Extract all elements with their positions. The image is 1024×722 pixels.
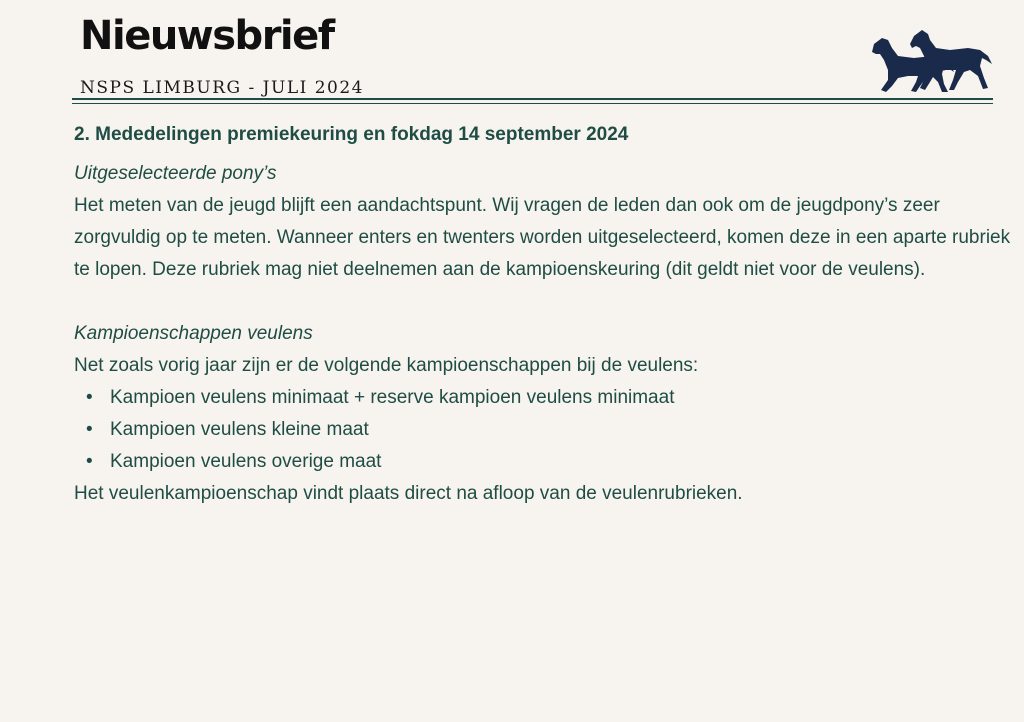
paragraph-intro: Net zoals vorig jaar zijn er de volgende kampioenschappen bij de veulens: — [74, 355, 699, 376]
bullet-icon: • — [86, 387, 93, 408]
header-divider-thick — [72, 98, 993, 100]
paragraph-spacer — [74, 286, 1014, 318]
paragraph-outro: Het veulenkampioenschap vindt plaats direct na afloop van de veulenrubrieken. — [74, 483, 743, 504]
list-item-text: Kampioen veulens overige maat — [110, 451, 382, 472]
list-item — [74, 446, 1014, 478]
championship-list — [74, 382, 1014, 478]
newsletter-subtitle: NSPS LIMBURG - JULI 2024 — [80, 78, 364, 98]
list-item — [74, 414, 1014, 446]
newsletter-title: Nieuwsbrief — [80, 13, 334, 59]
horses-logo-icon — [870, 26, 995, 96]
subheading-foal-championships: Kampioenschappen veulens — [74, 323, 313, 344]
list-item-text: Kampioen veulens minimaat + reserve kampioen veulens minimaat — [110, 387, 675, 408]
list-item — [74, 382, 1014, 414]
paragraph-measuring: Het meten van de jeugd blijft een aandachtspunt. Wij vragen de leden dan ook om de jeugdpony’s zeer zorgvuldig op te meten. Wanneer enters en twenters worden uitgeselecteerd, komen deze in een aparte rubriek te lopen. Deze rubriek mag niet deelnemen aan de kampioenskeuring (dit geldt niet voor de veulens). — [74, 195, 1011, 280]
header-divider-thin — [72, 103, 993, 104]
bullet-icon: • — [86, 419, 93, 440]
subheading-selected-ponies: Uitgeselecteerde pony’s — [74, 163, 277, 184]
bullet-icon: • — [86, 451, 93, 472]
section-heading: 2. Mededelingen premiekeuring en fokdag 14 september 2024 — [74, 124, 629, 145]
newsletter-content — [74, 120, 1014, 510]
list-item-text: Kampioen veulens kleine maat — [110, 419, 369, 440]
